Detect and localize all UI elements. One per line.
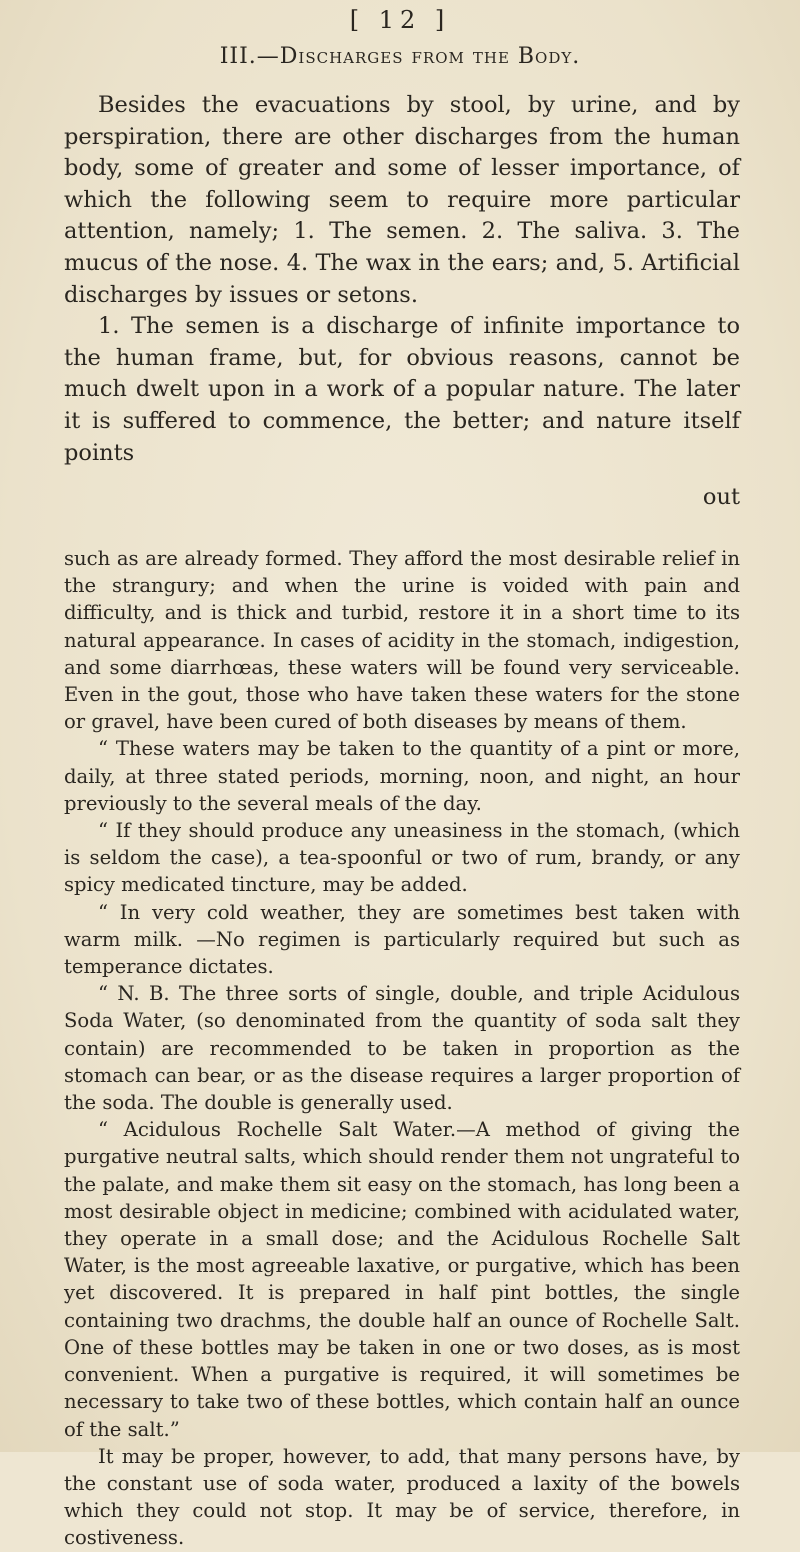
paragraph-cold-weather: “ In very cold weather, they are sometimes best taken with warm milk. —No regimen is particularly required but such as temperance dictates. bbox=[64, 900, 740, 979]
paragraph-rochelle-salt: “ Acidulous Rochelle Salt Water.—A method of giving the purgative neutral salts, which should render them not ungrateful to the palate, and make them sit easy on the stomach, has long been a most desirable object in medicine; combined with acidulated water, they operate in a small dose; and the Acidulous Rochelle Salt Water, is the most agreeable laxative, or purgative, which has been yet discovered. It is prepared in half pint bottles, the single containing two drachms, the double half an ounce of Rochelle Salt. One of these bottles may be taken in one or two doses, as is most convenient. When a purgative is required, it will sometimes be necessary to take two of these bottles, which contain half an ounce of the salt.” bbox=[64, 1118, 740, 1441]
lower-text-block bbox=[64, 545, 740, 1552]
paragraph-quantity: “ These waters may be taken to the quantity of a pint or more, daily, at three stated periods, morning, noon, and night, an hour previously to the several meals of the day. bbox=[64, 737, 740, 815]
page-number: [ 12 ] bbox=[349, 6, 451, 34]
paragraph-nota-bene: “ N. B. The three sorts of single, double, and triple Acidulous Soda Water, (so denominated from the quantity of soda salt they contain) are recommended to be taken in proportion as the stomach can bear, or as the disease requires a larger proportion of the soda. The double is generally used. bbox=[64, 982, 740, 1115]
paragraph-semen: 1. The semen is a discharge of infinite importance to the human frame, but, for obvious reasons, cannot be much dwelt upon in a work of a popular nature. The later it is suffered to commence, the better; and nature itself points bbox=[64, 313, 740, 466]
catchword: out bbox=[702, 484, 740, 510]
upper-text-block bbox=[64, 90, 740, 469]
paragraph-other-discharges: Besides the evacuations by stool, by urine, and by perspiration, there are other discharges from the human body, some of greater and some of lesser importance, of which the following seem to require more particular attention, namely; 1. The semen. 2. The saliva. 3. The mucus of the nose. 4. The wax in the ears; and, 5. Artificial discharges by issues or setons. bbox=[64, 92, 740, 308]
section-heading: III.—Discharges from the Body. bbox=[219, 44, 581, 69]
paragraph-uneasiness: “ If they should produce any uneasiness in the stomach, (which is seldom the case), a tea-spoonful or two of rum, brandy, or any spicy medicated tincture, may be added. bbox=[64, 819, 740, 897]
paragraph-caution: It may be proper, however, to add, that many persons have, by the constant use of soda water, produced a laxity of the bowels which they could not stop. It may be of service, therefore, in costiveness. bbox=[64, 1444, 740, 1550]
paragraph-waters-relief: such as are already formed. They afford the most desirable relief in the strangury; and when the urine is voided with pain and difficulty, and is thick and turbid, restore it in a short time to its natural appearance. In cases of acidity in the stomach, indigestion, and some diarrhœas, these waters will be found very serviceable. Even in the gout, those who have taken these waters for the stone or gravel, have been cured of both diseases by means of them. bbox=[64, 547, 740, 734]
